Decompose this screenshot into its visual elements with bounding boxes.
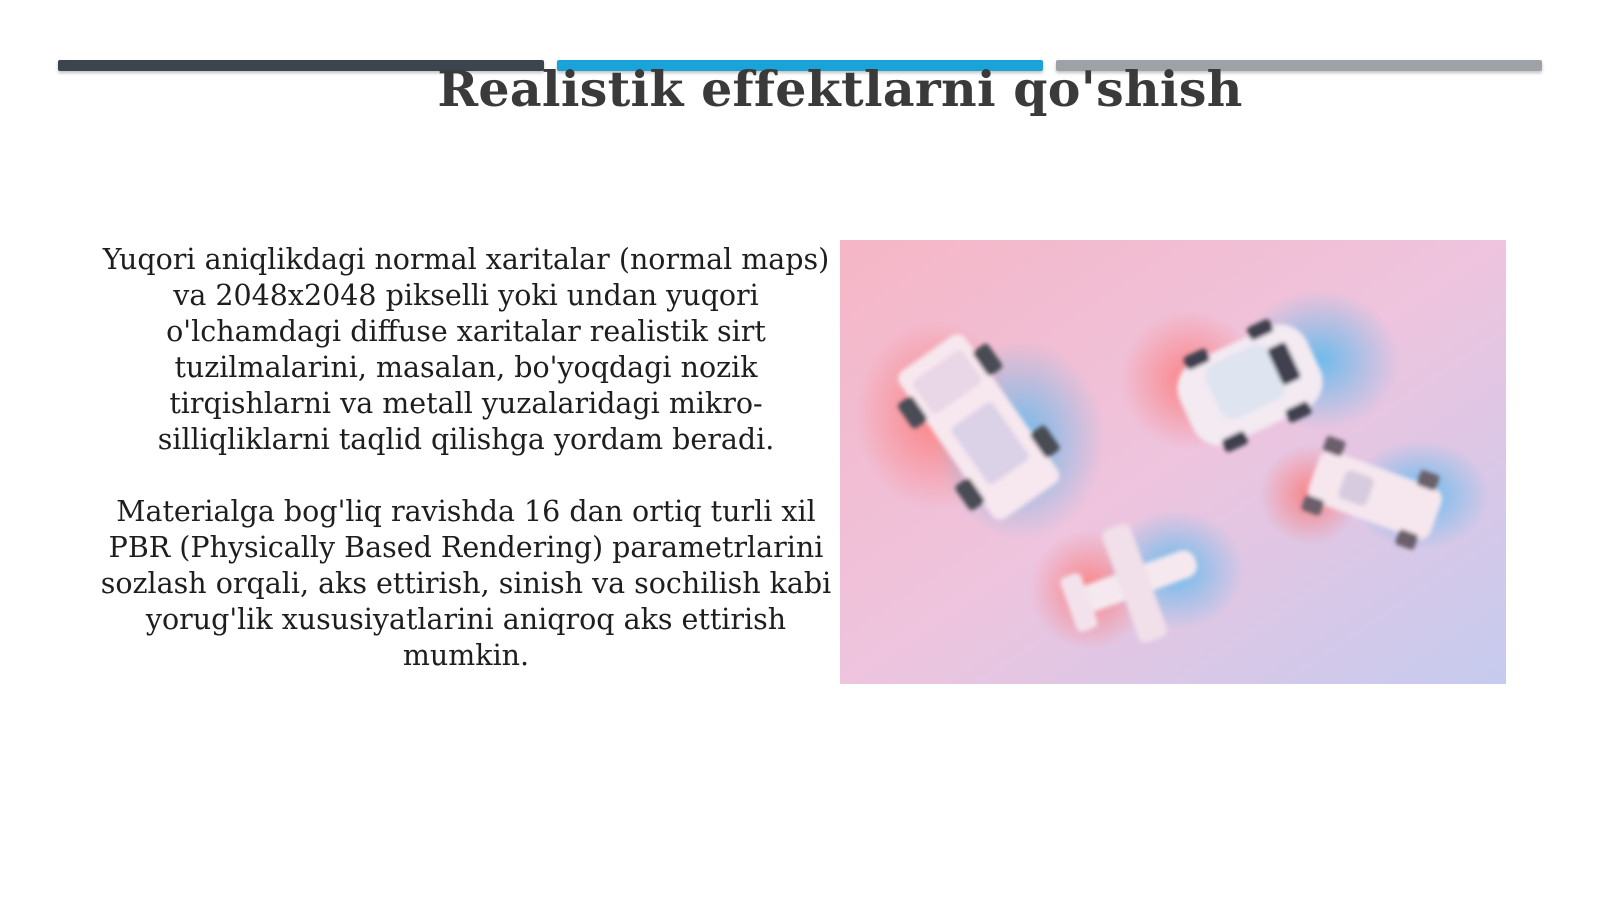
paragraph-normal-maps: Yuqori aniqlikdagi normal xaritalar (normal maps) va 2048x2048 pikselli yoki undan yuqori o'lchamdagi diffuse xaritalar realistik sirt tuzilmalarini, masalan, bo'yoqdagi nozik tirqishlarni va metall yuzalaridagi mikro-silliqliklarni taqlid qilishga yordam beradi. <box>102 243 830 456</box>
paragraph-spacer <box>100 458 832 494</box>
body-text <box>100 242 832 674</box>
toy-race-car <box>1260 435 1490 554</box>
paragraph-pbr: Materialga bog'liq ravishda 16 dan ortiq turli xil PBR (Physically Based Rendering) parametrlarini sozlash orqali, aks ettirish, sinish va sochilish kabi yorug'lik xususiyatlarini aniqroq aks ettirish mumkin. <box>100 495 832 672</box>
toy-vehicles-photo <box>840 240 1506 684</box>
slide-title: Realistik effektlarni qo'shish <box>437 60 1243 118</box>
